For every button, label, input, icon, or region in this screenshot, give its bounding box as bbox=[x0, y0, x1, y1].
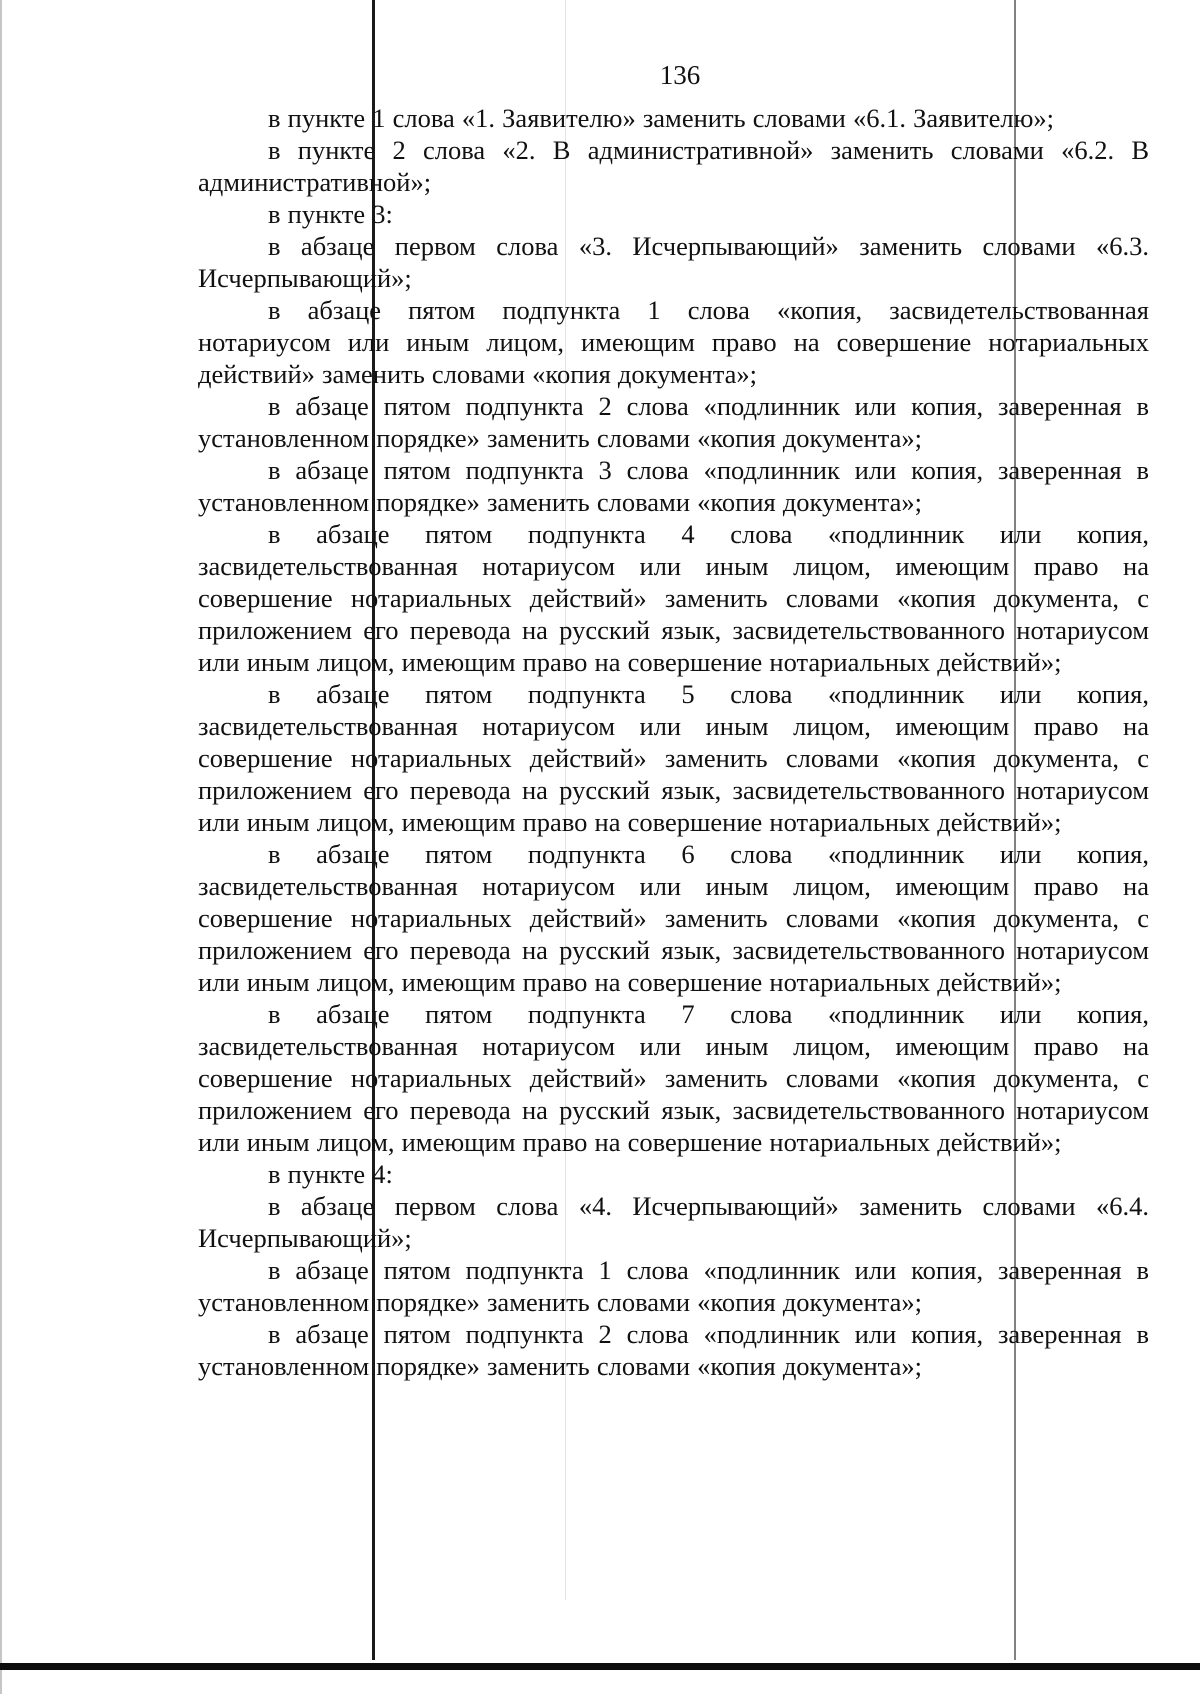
scan-artifact-bottom-edge bbox=[0, 1663, 1200, 1670]
paragraph: в абзаце первом слова «3. Исчерпывающий» заменить словами «6.3. Исчерпывающий»; bbox=[198, 231, 1149, 293]
paragraph: в абзаце пятом подпункта 6 слова «подлинник или копия, засвидетельствованная нотариусом или иным лицом, имеющим право на совершение нотариальных действий» заменить словами «копия документа, с приложением его перевода на русский язык, засвидетельствованного нотариусом или иным лицом, имеющим право на совершение нотариальных действий»; bbox=[198, 839, 1149, 997]
document-body bbox=[198, 102, 1149, 1382]
scan-edge-shadow bbox=[0, 0, 2, 1694]
paragraph: в абзаце пятом подпункта 5 слова «подлинник или копия, засвидетельствованная нотариусом или иным лицом, имеющим право на совершение нотариальных действий» заменить словами «копия документа, с приложением его перевода на русский язык, засвидетельствованного нотариусом или иным лицом, имеющим право на совершение нотариальных действий»; bbox=[198, 679, 1149, 837]
paragraph: в абзаце пятом подпункта 1 слова «копия, засвидетельствованная нотариусом или иным лицом, имеющим право на совершение нотариальных действий» заменить словами «копия документа»; bbox=[198, 295, 1149, 389]
paragraph: в абзаце пятом подпункта 2 слова «подлинник или копия, заверенная в установленном порядке» заменить словами «копия документа»; bbox=[198, 391, 1149, 453]
paragraph: в абзаце пятом подпункта 4 слова «подлинник или копия, засвидетельствованная нотариусом или иным лицом, имеющим право на совершение нотариальных действий» заменить словами «копия документа, с приложением его перевода на русский язык, засвидетельствованного нотариусом или иным лицом, имеющим право на совершение нотариальных действий»; bbox=[198, 519, 1149, 677]
paragraph: в пункте 3: bbox=[268, 199, 393, 229]
paragraph: в абзаце первом слова «4. Исчерпывающий» заменить словами «6.4. Исчерпывающий»; bbox=[198, 1191, 1149, 1253]
paragraph: в абзаце пятом подпункта 3 слова «подлинник или копия, заверенная в установленном порядке» заменить словами «копия документа»; bbox=[198, 455, 1149, 517]
paragraph: в пункте 1 слова «1. Заявителю» заменить словами «6.1. Заявителю»; bbox=[268, 103, 1054, 133]
paragraph: в абзаце пятом подпункта 7 слова «подлинник или копия, засвидетельствованная нотариусом или иным лицом, имеющим право на совершение нотариальных действий» заменить словами «копия документа, с приложением его перевода на русский язык, засвидетельствованного нотариусом или иным лицом, имеющим право на совершение нотариальных действий»; bbox=[198, 999, 1149, 1157]
paragraph: в абзаце пятом подпункта 2 слова «подлинник или копия, заверенная в установленном порядке» заменить словами «копия документа»; bbox=[198, 1319, 1149, 1381]
paragraph: в абзаце пятом подпункта 1 слова «подлинник или копия, заверенная в установленном порядке» заменить словами «копия документа»; bbox=[198, 1255, 1149, 1317]
page-number: 136 bbox=[659, 60, 701, 90]
paragraph: в пункте 2 слова «2. В административной» заменить словами «6.2. В административной»; bbox=[198, 135, 1149, 197]
paragraph: в пункте 4: bbox=[268, 1159, 393, 1189]
